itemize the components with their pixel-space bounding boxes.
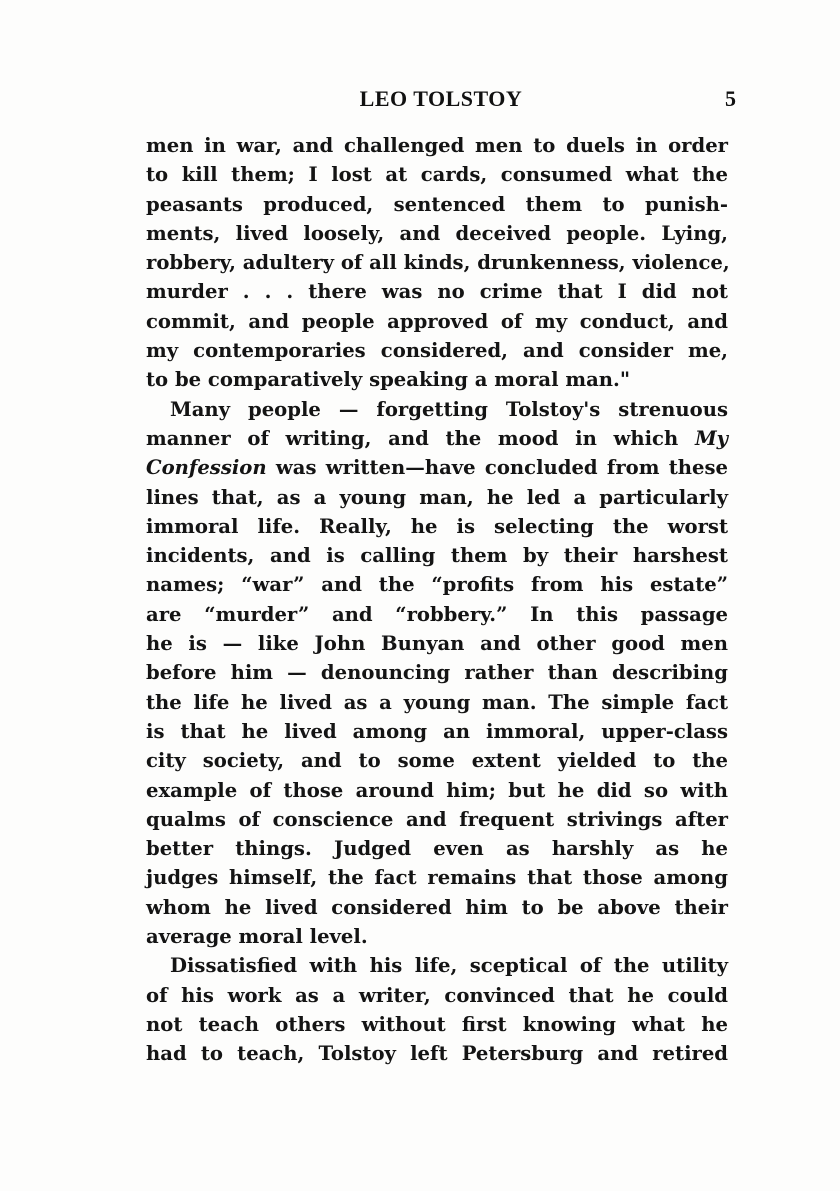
text-line: qualms of conscience and frequent strivings after: [146, 807, 728, 831]
text-line: to kill them; I lost at cards, consumed what the: [146, 163, 728, 187]
text-line: my contemporaries considered, and consider me,: [146, 339, 728, 363]
text-line: Dissatisfied with his life, sceptical of the utility: [170, 954, 728, 978]
text-fragment: manner of writing, and the mood in which: [146, 426, 679, 450]
page-number: 5: [725, 86, 736, 111]
text-line: judges himself, the fact remains that those among: [146, 866, 728, 890]
text-line: [146, 424, 728, 453]
text-line: are “murder” and “robbery.” In this passage: [146, 602, 728, 626]
text-line: had to teach, Tolstoy left Petersburg and retired: [146, 1042, 728, 1066]
text-line: men in war, and challenged men to duels in order: [146, 134, 728, 157]
text-line: [146, 453, 728, 482]
text-line: incidents, and is calling them by their harshest: [146, 544, 728, 568]
text-line: murder . . . there was no crime that I did not: [146, 280, 728, 304]
text-fragment: was written—have concluded from these: [275, 456, 728, 480]
text-line: average moral level.: [146, 925, 368, 949]
text-line: Many people — forgetting Tolstoy's strenuous: [170, 397, 728, 421]
book-title-italic: Confession: [146, 456, 267, 480]
text-line: is that he lived among an immoral, upper-class: [146, 719, 728, 743]
text-line: commit, and people approved of my conduct, and: [146, 309, 728, 333]
paragraph-3: [146, 951, 728, 1068]
text-line: to be comparatively speaking a moral man.": [146, 368, 631, 392]
text-line: whom he lived considered him to be above their: [146, 895, 728, 919]
text-line: lines that, as a young man, he led a particularly: [146, 485, 728, 509]
text-line: immoral life. Really, he is selecting the worst: [146, 514, 728, 538]
text-line: city society, and to some extent yielded to the: [146, 749, 728, 773]
text-line: the life he lived as a young man. The simple fact: [146, 690, 728, 714]
book-title-italic: My: [694, 426, 729, 450]
text-line: of his work as a writer, convinced that he could: [146, 983, 728, 1007]
text-line: he is — like John Bunyan and other good men: [146, 632, 728, 656]
text-line: better things. Judged even as harshly as he: [146, 837, 728, 861]
paragraph-1: [146, 131, 728, 395]
text-line: ments, lived loosely, and deceived people. Lying,: [146, 221, 728, 245]
running-head-title: LEO TOLSTOY: [359, 86, 523, 111]
text-line: before him — denouncing rather than describing: [146, 661, 728, 685]
body-text: [146, 131, 728, 1069]
text-line: robbery, adultery of all kinds, drunkenness, violence,: [146, 251, 730, 275]
text-line: peasants produced, sentenced them to punish-: [146, 192, 728, 216]
text-line: not teach others without first knowing what he: [146, 1012, 728, 1036]
text-line: example of those around him; but he did so with: [146, 778, 728, 802]
page-header: [146, 86, 736, 118]
paragraph-2: [146, 395, 728, 952]
text-line: names; “war” and the “profits from his estate”: [146, 573, 728, 597]
